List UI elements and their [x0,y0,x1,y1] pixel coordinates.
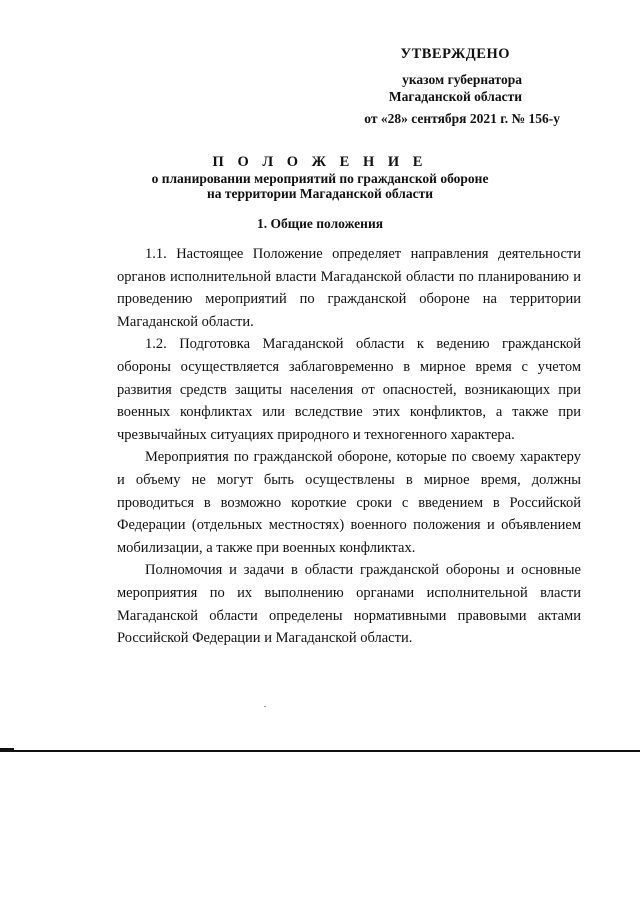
scan-speck [264,706,266,707]
paragraph-peacetime-measures: Мероприятия по гражданской обороне, которые по своему характеру и объему не могут быть осуществлены в мирное время, должны проводиться в возможно короткие сроки с введением в Российской Федерации (отдельных местностях) военного положения и объявлением мобилизации, а также при военных конфликтах. [117,449,581,556]
paragraph-1-2: 1.2. Подготовка Магаданской области к ведению гражданской обороны осуществляется заблаговременно в мирное время с учетом развития средств защиты населения от опасностей, возникающих при военных конфликтах или вследствие этих конфликтов, а также при чрезвычайных ситуациях природного и техногенного характера. [117,336,581,443]
document-subtitle-line-2: на территории Магаданской области [206,186,434,201]
approval-block [320,46,560,127]
paragraph-1-1: 1.1. Настоящее Положение определяет направления деятельности органов исполнительной власти Магаданской области по планированию и проведению мероприятий по гражданской обороне на территории Магаданской области. [117,246,581,330]
approval-date-number: от «28» сентября 2021 г. № 156-у [364,111,560,126]
approval-by-line: указом губернатора [402,72,522,87]
approval-region-line: Магаданской области [388,89,522,104]
approval-title: УТВЕРЖДЕНО [400,46,510,62]
document-type-title: П О Л О Ж Е Н И Е [212,154,428,170]
paragraph-powers-and-tasks: Полномочия и задачи в области гражданской обороны и основные мероприятия по их выполнению органами исполнительной власти Магаданской области определены нормативными правовыми актами Российской Федерации и Магаданской области. [117,562,581,647]
document-body [117,243,581,650]
document-heading [0,154,640,201]
document-subtitle-line-1: о планировании мероприятий по гражданской обороне [151,171,489,186]
scan-divider-line [0,750,640,752]
section-title: 1. Общие положения [256,216,384,231]
